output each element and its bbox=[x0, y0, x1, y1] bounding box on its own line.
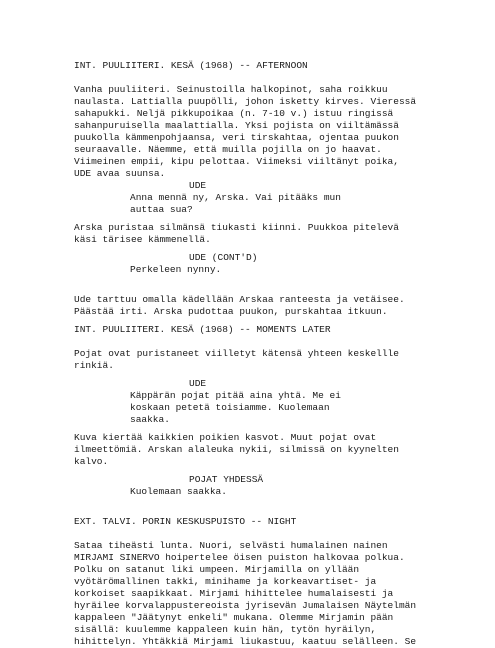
action-paragraph: Kuva kiertää kaikkien poikien kasvot. Muut pojat ovat ilmeettömiä. Arskan alaleuka nykii, silmissä on kyynelten kalvo. bbox=[74, 432, 399, 467]
dialogue: Käppärän pojat pitää aina yhtä. Me ei koskaan petetä toisiamme. Kuolemaan saakka. bbox=[130, 390, 341, 425]
action-paragraph: Ude tarttuu omalla kädellään Arskaa ranteesta ja vetäisee. Päästää irti. Arska pudottaa puukon, purskahtaa itkuun. bbox=[74, 294, 405, 317]
action-paragraph: Pojat ovat puristaneet viilletyt kätensä yhteen keskellle rinkiä. bbox=[74, 348, 399, 371]
character-name: UDE (CONT'D) bbox=[189, 252, 258, 263]
scene-heading: EXT. TALVI. PORIN KESKUSPUISTO -- NIGHT bbox=[74, 516, 297, 527]
action-paragraph: Sataa tiheästi lunta. Nuori, selvästi humalainen nainen MIRJAMI SINERVO hoipertelee öisen puiston halkovaa polkua. Polku on satanut liki umpeen. Mirjamilla on yllään vyötärömallinen takki, minihame ja korkeavartiset- ja korkoiset saapikkaat. Mirjami hihittelee humalaisesti ja hyräilee korvalappustereoista jyrisevän Jumalaisen Näytelmän kappaleen "Jäätynyt enkeli" mukana. Olemme Mirjamin pään sisällä: kuulemme kappaleen kuin hän, tytön hyräilyn, hihittelyn. Yhtäkkiä Mirjami liukastuu, kaatuu selälleen. Se bbox=[74, 540, 417, 647]
character-name: UDE bbox=[189, 180, 207, 191]
dialogue: Perkeleen nynny. bbox=[130, 264, 222, 275]
scene-heading: INT. PUULIITERI. KESÄ (1968) -- AFTERNOON bbox=[74, 60, 308, 71]
action-paragraph: Arska puristaa silmänsä tiukasti kiinni. Puukkoa pitelevä käsi tärisee kämmenellä. bbox=[74, 222, 399, 245]
dialogue: Kuolemaan saakka. bbox=[130, 486, 227, 497]
scene-heading: INT. PUULIITERI. KESÄ (1968) -- MOMENTS LATER bbox=[74, 324, 331, 335]
action-paragraph: Vanha puuliiteri. Seinustoilla halkopinot, saha roikkuu naulasta. Lattialla puupölli, johon isketty kirves. Vieressä sahapukki. Neljä pikkupoikaa (n. 7-10 v.) istuu ringissä sahanpuruisella maalattialla. Yksi pojista on viiltämässä puukolla kämmenpohjaansa, veri tirskahtaa, ojentaa puukon seuraavalle. Näemme, että muilla pojilla on jo haavat. Viimeinen empii, kipu pelottaa. Viimeksi viiltänyt poika, UDE avaa suunsa. bbox=[74, 84, 417, 179]
character-name: UDE bbox=[189, 378, 207, 389]
dialogue: Anna mennä ny, Arska. Vai pitääks mun auttaa sua? bbox=[130, 192, 341, 215]
character-name: POJAT YHDESSÄ bbox=[189, 474, 264, 485]
